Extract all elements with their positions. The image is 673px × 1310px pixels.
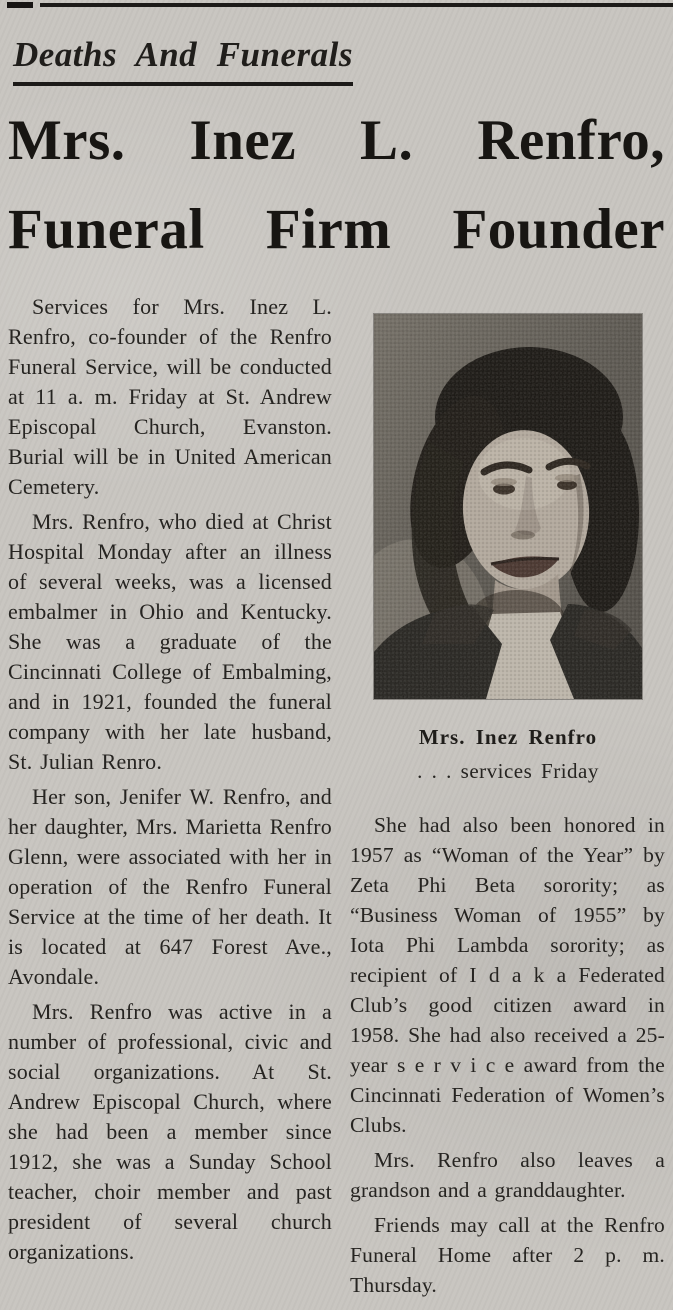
section-underline [13,82,353,86]
article-paragraph: Mrs. Renfro was active in a number of professional, civic and social organizations. At St. Andrew Episcopal Church, where she had been a member since 1912, she was a Sunday School teacher, choir member and past president of several church organizations. [8,999,332,1264]
top-rule [40,3,673,7]
article-body [8,292,665,1310]
photo-caption-name: Mrs. Inez Renfro [418,725,598,749]
photo-figure [374,314,642,784]
right-column [350,292,665,1310]
photo-caption-detail: . . . services Friday [417,759,599,783]
article-paragraph: Her son, Jenifer W. Renfro, and her daughter, Mrs. Marietta Renfro Glenn, were associated with her in operation of the Renfro Funeral Service at the time of her death. It is located at 647 Forest Ave., Avondale. [8,784,332,989]
left-column [8,292,332,1310]
article-paragraph: Mrs. Renfro also leaves a grandson and a granddaughter. [350,1148,665,1202]
article-paragraph: Services for Mrs. Inez L. Renfro, co-founder of the Renfro Funeral Service, will be conducted at 11 a. m. Friday at St. Andrew Episcopal Church, Evanston. Burial will be in United American Cemetery. [8,294,332,499]
article-paragraph: Mrs. Renfro, who died at Christ Hospital Monday after an illness of several weeks, was a licensed embalmer in Ohio and Kentucky. She was a graduate of the Cincinnati College of Embalming, and in 1921, founded the funeral company with her late husband, St. Julian Renro. [8,509,332,774]
headline-line-2: Funeral Firm Founder [8,198,665,261]
photo-captions [374,725,642,784]
top-edge-dash [7,2,33,8]
section-title: Deaths And Funerals [13,35,353,74]
headline-line-1: Mrs. Inez L. Renfro, [8,109,665,172]
article-paragraph: She had also been honored in 1957 as “Woman of the Year” by Zeta Phi Beta sorority; as “Business Woman of 1955” by Iota Phi Lambda sorority; as recipient of I d a k a Federated Club’s good citizen award in 1958. She had also received a 25-year s e r v i c e award from the Cincinnati Federation of Women’s Clubs. [350,813,665,1137]
article-paragraph: Friends may call at the Renfro Funeral Home after 2 p. m. Thursday. [350,1213,665,1297]
portrait-photo [374,314,642,699]
article-headline [8,96,665,274]
section-masthead [13,36,353,86]
